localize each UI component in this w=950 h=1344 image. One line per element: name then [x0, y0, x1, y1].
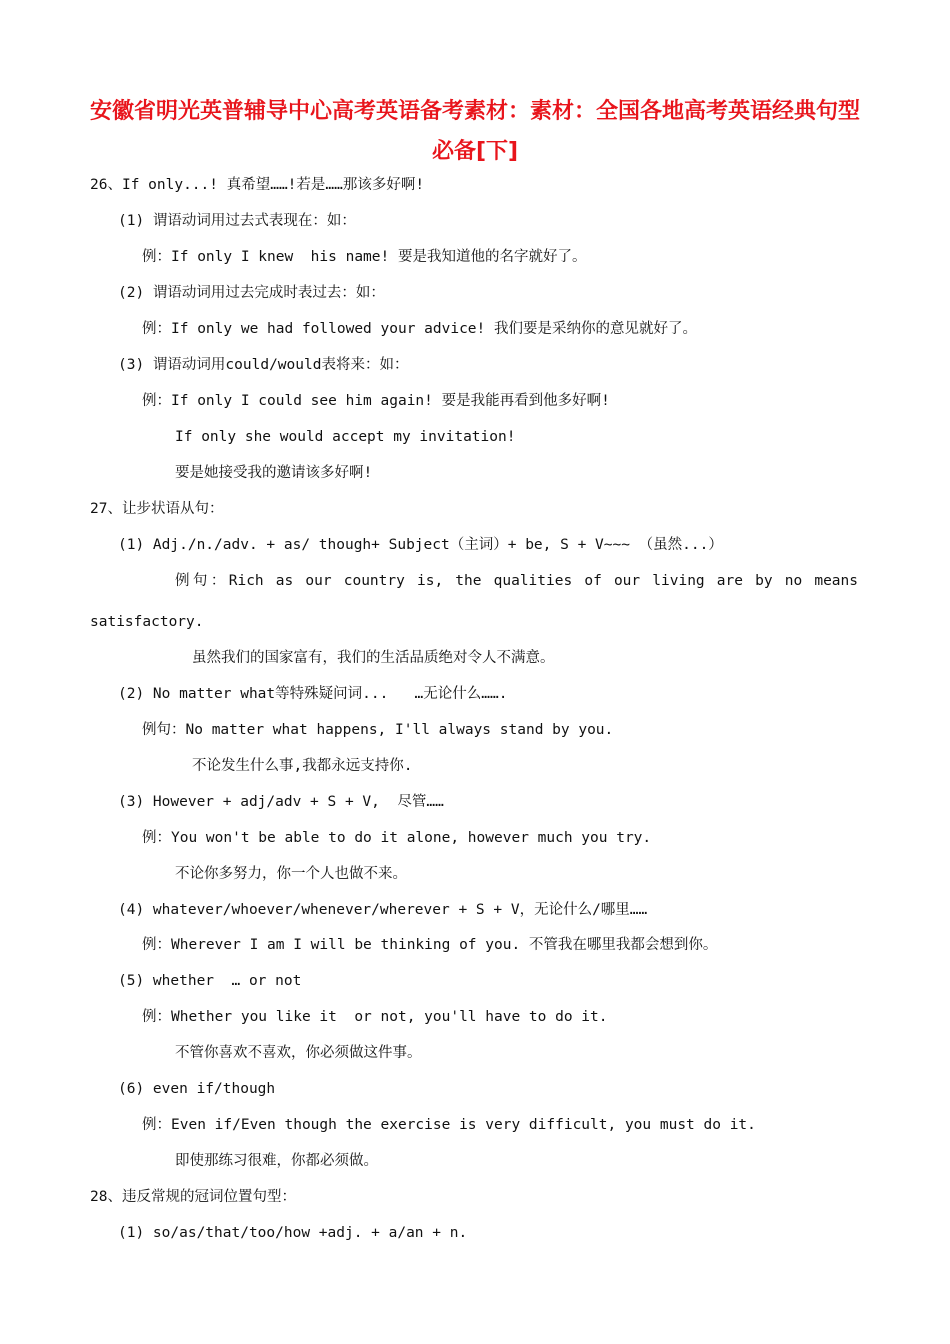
point-27-6: (6) even if/though	[118, 1081, 276, 1097]
point-28-1: (1) so/as/that/too/how +adj. + a/an + n.	[118, 1225, 468, 1241]
example-line: 例：Wherever I am I will be thinking of you. 不管我在哪里我都会想到你。	[142, 937, 718, 953]
translation-line: 不管你喜欢不喜欢，你必须做这件事。	[175, 1045, 422, 1061]
example-line: 例句：Rich as our country is, the qualities of our living are by no means	[175, 573, 858, 589]
example-line-continued: satisfactory.	[90, 614, 204, 630]
example-line: 例：If only we had followed your advice! 我们要是采纳你的意见就好了。	[142, 321, 697, 337]
example-line: 例句：No matter what happens, I'll always stand by you.	[142, 722, 614, 738]
point-26-1: (1) 谓语动词用过去式表现在：如：	[118, 213, 356, 229]
section-27-heading: 27、让步状语从句：	[90, 501, 224, 517]
example-line: 例：If only I could see him again! 要是我能再看到他多好啊!	[142, 393, 610, 409]
translation-line: 要是她接受我的邀请该多好啊!	[175, 465, 373, 481]
point-27-2: (2) No matter what等特殊疑问词... …无论什么…….	[118, 686, 508, 702]
section-28-heading: 28、违反常规的冠词位置句型：	[90, 1189, 296, 1205]
translation-line: 即使那练习很难，你都必须做。	[175, 1153, 378, 1169]
translation-line: 不论发生什么事,我都永远支持你.	[192, 758, 413, 774]
point-27-3: (3) However + adj/adv + S + V, 尽管……	[118, 794, 444, 810]
point-26-2: (2) 谓语动词用过去完成时表过去：如：	[118, 285, 385, 301]
translation-line: 不论你多努力，你一个人也做不来。	[175, 866, 407, 882]
translation-line: 虽然我们的国家富有，我们的生活品质绝对令人不满意。	[192, 650, 555, 666]
section-26-heading: 26、If only...! 真希望……!若是……那该多好啊!	[90, 177, 425, 193]
point-27-5: (5) whether … or not	[118, 973, 302, 989]
example-line: 例：Whether you like it or not, you'll have to do it.	[142, 1009, 608, 1025]
example-line: 例：If only I knew his name! 要是我知道他的名字就好了。	[142, 249, 587, 265]
example-line: 例：You won't be able to do it alone, however much you try.	[142, 830, 652, 846]
point-27-1: (1) Adj./n./adv. + as/ though+ Subject（主词）+ be, S + V~~~ （虽然...）	[118, 537, 723, 553]
example-line: 例：Even if/Even though the exercise is very difficult, you must do it.	[142, 1117, 756, 1133]
example-line: If only she would accept my invitation!	[175, 429, 516, 445]
point-27-4: (4) whatever/whoever/whenever/wherever + S + V，无论什么/哪里……	[118, 902, 648, 918]
point-26-3: (3) 谓语动词用could/would表将来：如：	[118, 357, 409, 373]
document-title: 安徽省明光英普辅导中心高考英语备考素材：素材：全国各地高考英语经典句型必备[下]	[89, 99, 860, 164]
